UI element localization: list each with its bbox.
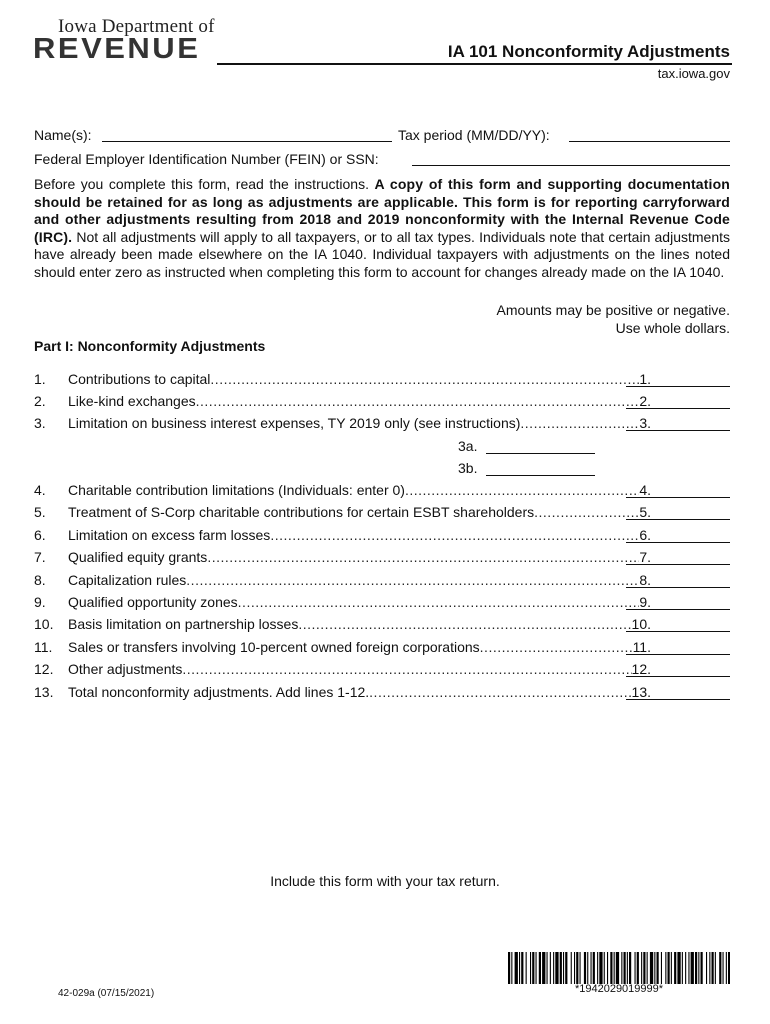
tax-period-field[interactable] (569, 141, 730, 142)
line-ref: 11. (632, 639, 651, 655)
amount-field[interactable] (626, 497, 730, 498)
amount-field-3a[interactable] (486, 453, 595, 454)
line-item (34, 371, 730, 389)
line-item (34, 393, 730, 411)
barcode-bar (614, 952, 615, 984)
barcode-bar (723, 952, 724, 984)
barcode-bar (591, 952, 592, 984)
amount-field-3b[interactable] (486, 475, 595, 476)
barcode-bar (565, 952, 567, 984)
line-label: Total nonconformity adjustments. Add lines 1-12. (68, 684, 370, 700)
leader-dots (520, 415, 639, 431)
line-number: 2. (34, 393, 46, 409)
line-number: 12. (34, 661, 54, 677)
part-title: Part I: Nonconformity Adjustments (34, 338, 266, 354)
line-ref: 9. (639, 594, 651, 610)
line-number: 6. (34, 527, 46, 543)
barcode-bar (685, 952, 686, 984)
line-label: Qualified equity grants (68, 549, 208, 565)
names-label: Name(s): (34, 127, 92, 143)
barcode-bar (593, 952, 595, 984)
subline-ref-3a: 3a. (458, 438, 478, 454)
barcode-bar (650, 952, 653, 984)
barcode-image (508, 952, 730, 984)
barcode-bar (668, 952, 670, 984)
leader-dots (298, 616, 631, 632)
barcode-bar (643, 952, 645, 984)
barcode-bar (511, 952, 512, 984)
barcode-bar (698, 952, 699, 984)
line-number: 1. (34, 371, 46, 387)
barcode-bar (641, 952, 642, 984)
barcode-bar (629, 952, 631, 984)
line-number: 7. (34, 549, 46, 565)
form-number: 42-029a (07/15/2021) (58, 988, 155, 999)
barcode-bar (728, 952, 730, 984)
amount-field[interactable] (626, 430, 730, 431)
line-ref: 5. (639, 504, 651, 520)
line-item (34, 661, 730, 679)
intro-text-3: Not all adjustments will apply to all taxpayers, or to all tax types. Individuals note that certain adjustments have already been made elsewhere on the IA 1040. Individual taxpayers with adjustments on the lines noted should enter zero as instructed when completing this form to account for changes already made on the IA 1040. (34, 228, 731, 280)
line-ref: 3. (639, 415, 651, 431)
line-number: 3. (34, 415, 46, 431)
website: tax.iowa.gov (657, 66, 730, 81)
amount-field[interactable] (626, 564, 730, 565)
leader-dots (207, 549, 639, 565)
barcode-bar (701, 952, 703, 984)
amount-field[interactable] (626, 408, 730, 409)
leader-dots (534, 504, 639, 520)
agency-name-top: Iowa Department of (58, 16, 215, 37)
line-ref: 2. (639, 393, 651, 409)
line-item (34, 684, 730, 702)
line-number: 11. (34, 639, 53, 655)
barcode-bar (571, 952, 572, 984)
line-item (34, 572, 730, 590)
line-ref: 12. (631, 661, 651, 677)
barcode-bar (621, 952, 622, 984)
line-ref: 4. (639, 482, 651, 498)
barcode-bar (553, 952, 554, 984)
barcode-bar (547, 952, 548, 984)
barcode-bar (576, 952, 578, 984)
leader-dots (182, 661, 631, 677)
tax-period-label: Tax period (MM/DD/YY): (398, 127, 550, 143)
line-number: 10. (34, 616, 54, 632)
title-rule (217, 63, 732, 65)
barcode-bar (539, 952, 541, 984)
barcode-bar (526, 952, 527, 984)
leader-dots (196, 393, 640, 409)
amount-field[interactable] (626, 654, 730, 655)
line-label: Limitation on business interest expenses, TY 2019 only (see instructions) (68, 415, 521, 431)
subline-ref-3b: 3b. (458, 460, 478, 476)
barcode-text: *1942029019999* (574, 983, 664, 995)
barcode-bar (574, 952, 575, 984)
amounts-note-line-1: Amounts may be positive or negative. (496, 302, 730, 318)
amount-field[interactable] (626, 699, 730, 700)
line-number: 13. (34, 684, 54, 700)
barcode-bar (607, 952, 608, 984)
line-ref: 6. (639, 527, 651, 543)
barcode-bar (726, 952, 727, 984)
names-field[interactable] (102, 141, 392, 142)
barcode-bar (597, 952, 598, 984)
barcode-bar (555, 952, 558, 984)
barcode-bar (661, 952, 662, 984)
barcode-bar (515, 952, 518, 984)
barcode-bar (508, 952, 510, 984)
barcode-bar (671, 952, 672, 984)
leader-dots (405, 482, 639, 498)
line-item (34, 482, 730, 500)
barcode-bar (587, 952, 588, 984)
fein-field[interactable] (412, 165, 730, 166)
agency-logo (33, 32, 200, 65)
leader-dots (186, 572, 639, 588)
line-number: 9. (34, 594, 46, 610)
barcode-bar (695, 952, 697, 984)
barcode-bar (532, 952, 534, 984)
line-label: Treatment of S-Corp charitable contributions for certain ESBT shareholders (68, 504, 535, 520)
barcode-bar (637, 952, 639, 984)
line-label: Qualified opportunity zones (68, 594, 238, 610)
barcode-bar (688, 952, 689, 984)
amounts-note (497, 302, 730, 337)
barcode-bar (616, 952, 619, 984)
barcode-bar (715, 952, 716, 984)
barcode-bar (706, 952, 707, 984)
line-item (34, 549, 730, 567)
line-ref: 1. (639, 371, 651, 387)
line-number: 5. (34, 504, 46, 520)
barcode-bar (677, 952, 680, 984)
line-ref: 7. (639, 549, 651, 565)
amounts-note-line-2: Use whole dollars. (615, 319, 730, 336)
line-item (34, 616, 730, 634)
leader-dots (369, 684, 631, 700)
barcode-bar (665, 952, 666, 984)
line-number: 8. (34, 572, 46, 588)
line-label: Limitation on excess farm losses (68, 527, 271, 543)
amount-field[interactable] (626, 609, 730, 610)
leader-dots (210, 371, 639, 387)
barcode-bar (519, 952, 520, 984)
line-item (34, 527, 730, 545)
barcode-bar (530, 952, 531, 984)
barcode-bar (635, 952, 636, 984)
amount-field[interactable] (626, 587, 730, 588)
line-ref: 10. (631, 616, 651, 632)
intro-text-bold: A copy of this form and supporting documentation should be retained for as long as adjustments are applicable. This form is for reporting carryforward and other adjustments resulting from 2018 and 2019 nonconformity with the Internal Revenue Code (IRC). (34, 176, 730, 245)
barcode-bar (610, 952, 612, 984)
agency-name-main: REVENUE (33, 32, 201, 65)
amount-field[interactable] (626, 386, 730, 387)
barcode-bar (647, 952, 648, 984)
barcode-bar (719, 952, 721, 984)
intro-text-1: Before you complete this form, read the instructions. (34, 176, 369, 192)
line-label: Capitalization rules (68, 572, 187, 588)
barcode-bar (542, 952, 545, 984)
barcode-bar (627, 952, 628, 984)
barcode-bar (674, 952, 676, 984)
amount-field[interactable] (626, 631, 730, 632)
fein-label: Federal Employer Identification Number (FEIN) or SSN: (34, 151, 379, 167)
line-label: Charitable contribution limitations (Individuals: enter 0) (68, 482, 405, 498)
barcode-bar (560, 952, 562, 984)
barcode-bar (580, 952, 581, 984)
line-item (34, 639, 730, 657)
barcode-bar (624, 952, 626, 984)
leader-dots (480, 639, 633, 655)
line-label: Other adjustments (68, 661, 183, 677)
barcode-bar (563, 952, 564, 984)
line-ref: 8. (639, 572, 651, 588)
footer-note: Include this form with your tax return. (270, 873, 500, 889)
line-label: Basis limitation on partnership losses (68, 616, 299, 632)
barcode-bar (657, 952, 659, 984)
barcode-bar (536, 952, 537, 984)
amount-field[interactable] (626, 676, 730, 677)
barcode-bar (709, 952, 710, 984)
instructions-paragraph (34, 176, 730, 282)
barcode-bar (654, 952, 655, 984)
barcode-bar (712, 952, 714, 984)
barcode-bar (584, 952, 586, 984)
line-ref: 13. (631, 684, 651, 700)
barcode-bar (550, 952, 551, 984)
line-item (34, 415, 730, 433)
amount-field[interactable] (626, 542, 730, 543)
barcode-bar (599, 952, 602, 984)
line-item (34, 504, 730, 522)
line-label: Like-kind exchanges (68, 393, 196, 409)
line-item (34, 594, 730, 612)
line-number: 4. (34, 482, 46, 498)
amount-field[interactable] (626, 519, 730, 520)
barcode-bar (682, 952, 683, 984)
form-title: IA 101 Nonconformity Adjustments (447, 42, 730, 61)
line-label: Sales or transfers involving 10-percent owned foreign corporations (68, 639, 480, 655)
barcode-bar (521, 952, 523, 984)
leader-dots (238, 594, 640, 610)
line-label: Contributions to capital (68, 371, 211, 387)
leader-dots (270, 527, 639, 543)
barcode-bar (604, 952, 605, 984)
barcode-bar (691, 952, 694, 984)
